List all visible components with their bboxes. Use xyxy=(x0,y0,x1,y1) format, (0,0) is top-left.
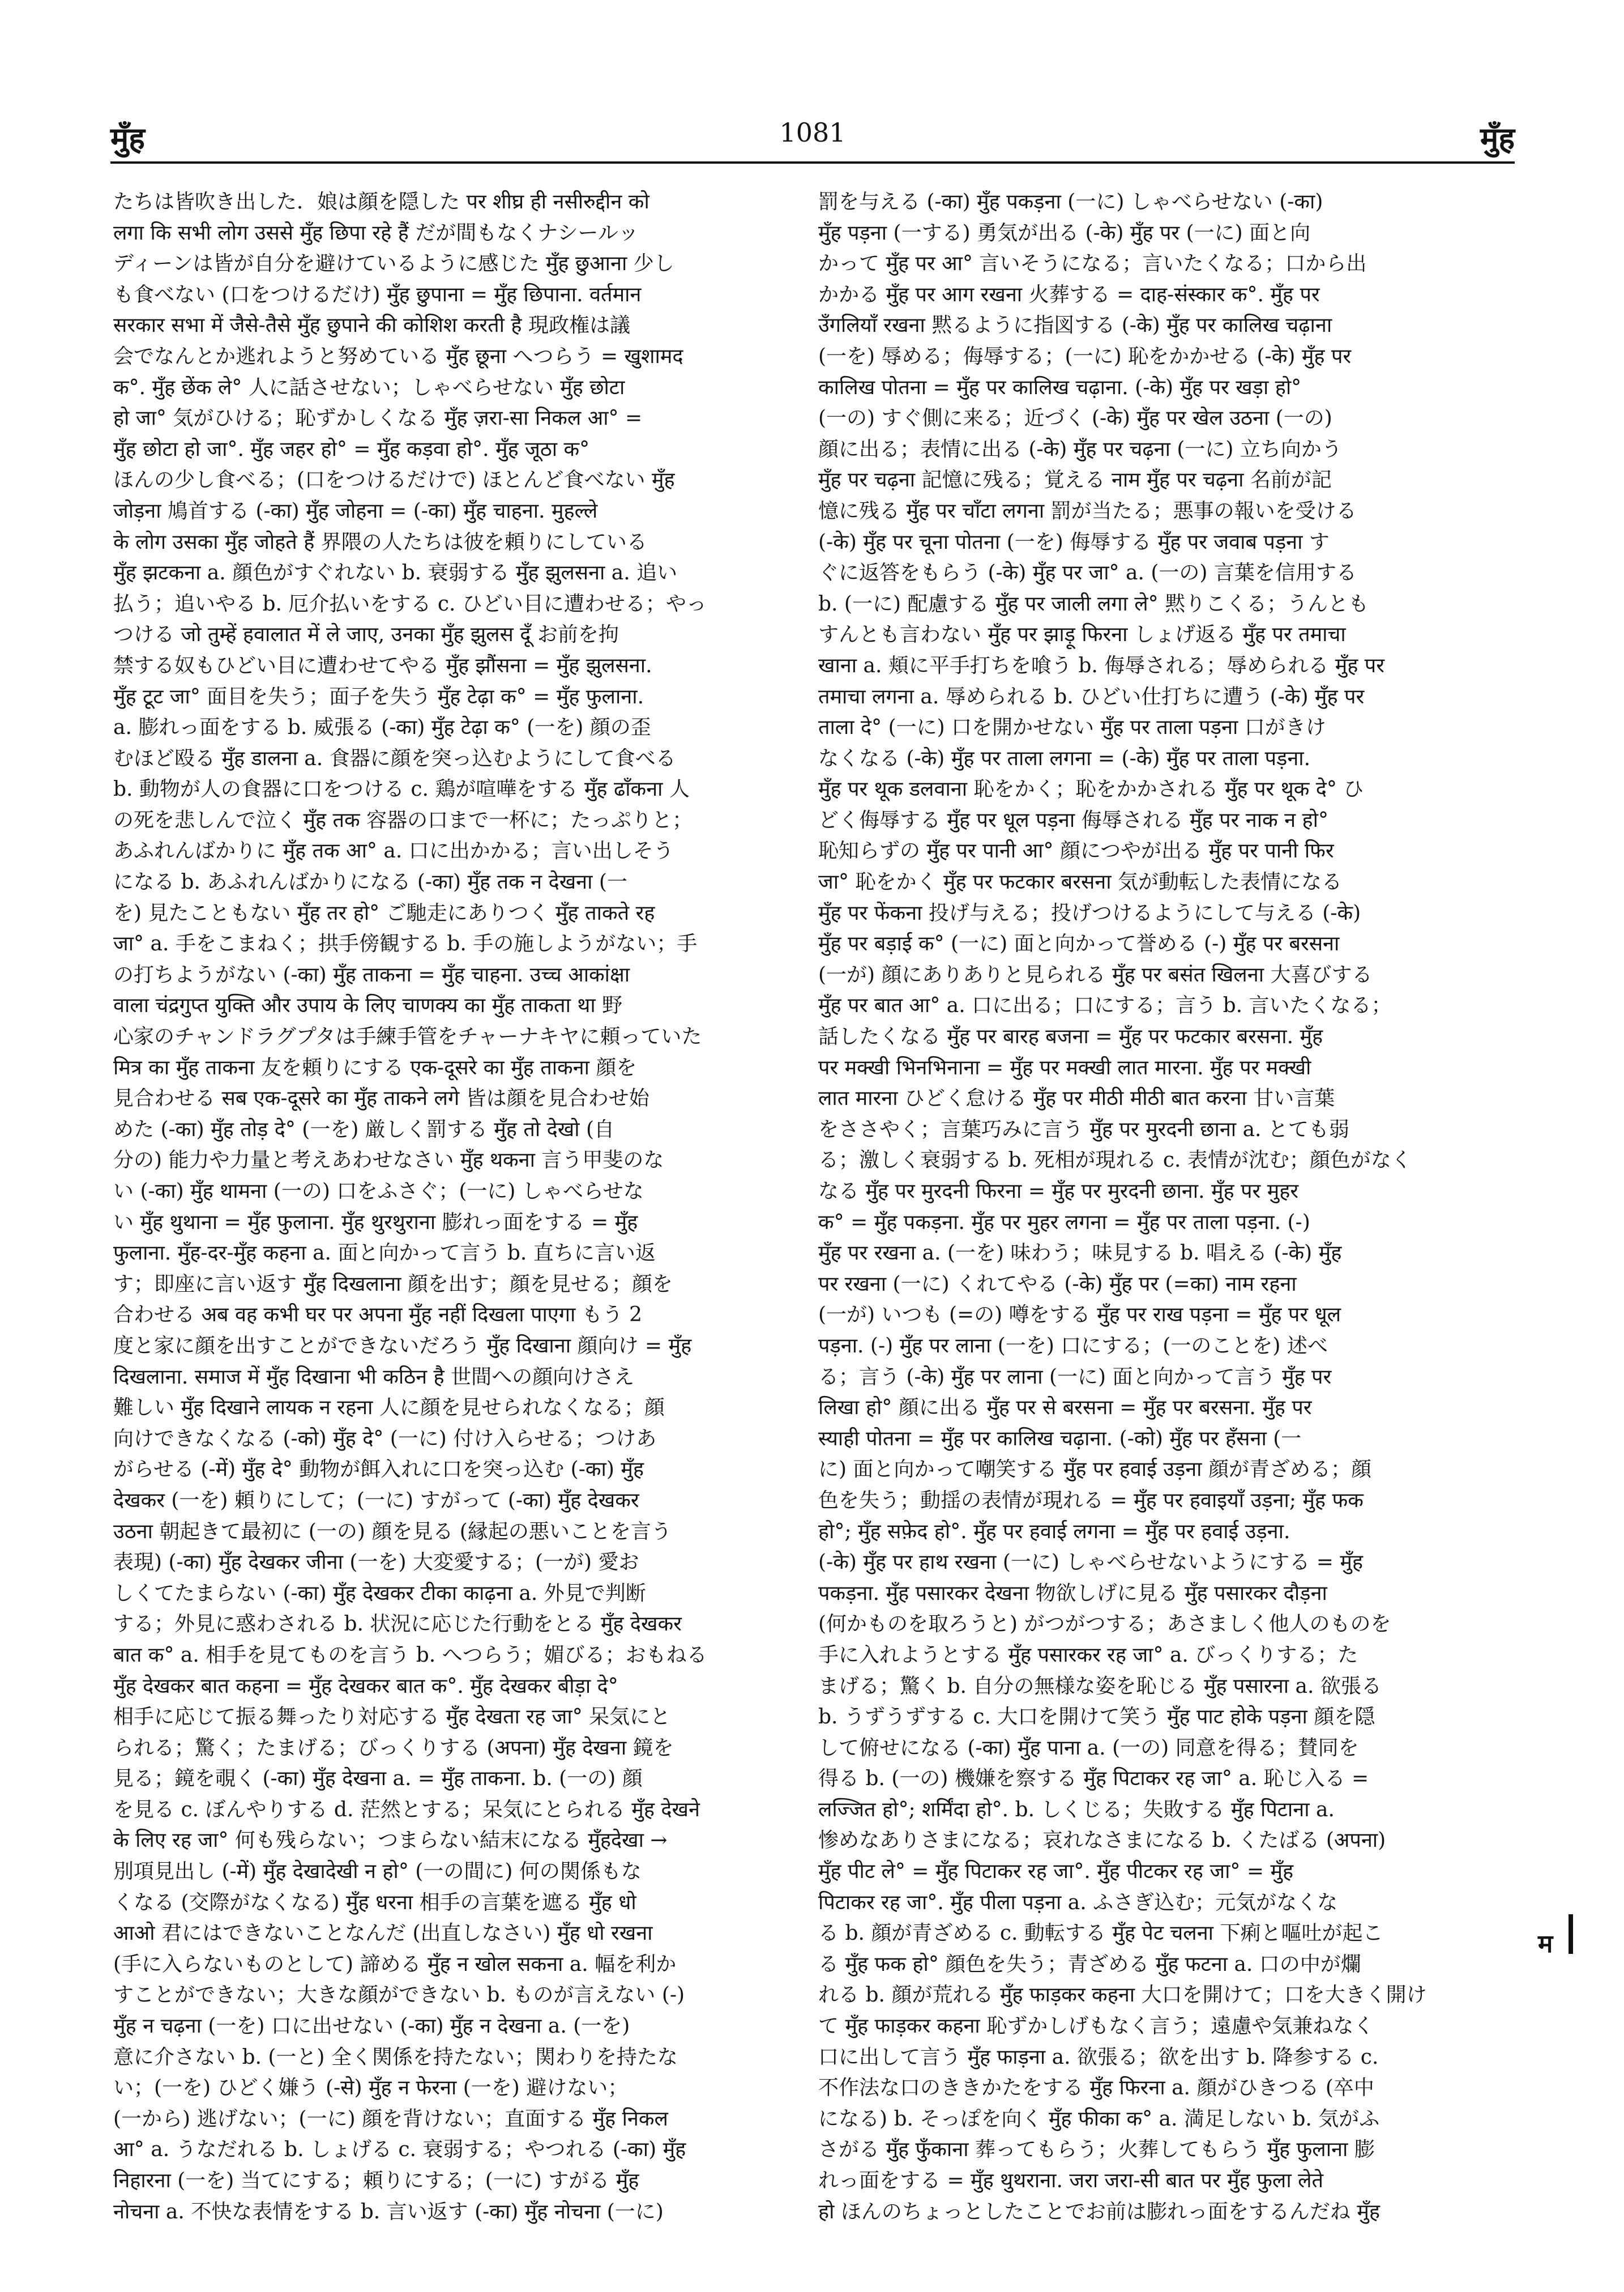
dictionary-line: 払う；追いやる b. 厄介払いをする c. ひどい目に遭わせる；やっ xyxy=(113,592,707,616)
dictionary-line: つける जो तुम्हें हवालात में ले जाए, उनका मुँह झुलस दूँ お前を拘 xyxy=(113,623,619,647)
dictionary-line: हो°; मुँह सफ़ेद हो°. मुँह पर हवाई लगना = मुँह पर हवाई उड़ना. xyxy=(818,1520,1290,1543)
dictionary-line: जोड़ना 鳩首する (-का) मुँह जोहना = (-का) मुँह चाहना. मुहल्ले xyxy=(113,499,598,523)
dictionary-line: उठना 朝起きて最初に (一の) 顔を見る (縁起の悪いことを言う xyxy=(113,1520,672,1543)
dictionary-line: जा° a. 手をこまねく；拱手傍観する b. 手の施しようがない；手 xyxy=(113,932,698,956)
dictionary-line: 不作法な口のききかたをする मुँह फिरना a. 顔がひきつる (卒中 xyxy=(818,2076,1374,2100)
dictionary-line: b. 動物が人の食器に口をつける c. 鶏が喧嘩をする मुँह ढाँकना 人 xyxy=(113,778,690,801)
dictionary-line: वाला चंद्रगुप्त युक्ति और उपाय के लिए चाणक्य का मुँह ताकता था 野 xyxy=(113,994,623,1018)
dictionary-line: す；即座に言い返す मुँह दिखलाना 顔を出す；顔を見せる；顔を xyxy=(113,1272,673,1296)
dictionary-line: ぐに返答をもらう (-के) मुँह पर जा° a. (一の) 言葉を信用する xyxy=(818,561,1357,585)
dictionary-line: 別項見出し (-में) मुँह देखादेखी न हो° (一の間に) 何の関係もな xyxy=(113,1860,642,1884)
dictionary-line: मुँह पीट ले° = मुँह पिटाकर रह जा°. मुँह पीटकर रह जा° = मुँह xyxy=(818,1860,1294,1884)
dictionary-line: になる) b. そっぽを向く मुँह फीका क° a. 満足しない b. 気がふ xyxy=(818,2107,1380,2131)
dictionary-line: दिखलाना. समाज में मुँह दिखाना भी कठिन है 世間への顔向けさえ xyxy=(113,1365,635,1389)
dictionary-line: b. うずうずする c. 大口を開けて笑う मुँह पाट होके पड़ना 顔を隠 xyxy=(818,1705,1375,1729)
dictionary-line: る मुँह फक हो° 顔色を失う；青ざめる मुँह फटना a. 口の中が爛 xyxy=(818,1952,1361,1976)
dictionary-line: (一の) すぐ側に来る；近づく (-के) मुँह पर खेल उठना (一の) xyxy=(818,407,1332,430)
dictionary-line: पड़ना. (-) मुँह पर लाना (一を) 口にする；(一のことを) 述べ xyxy=(818,1334,1328,1358)
dictionary-line: पिटाकर रह जा°. मुँह पीला पड़ना a. ふさぎ込む；元気がなくな xyxy=(818,1890,1338,1914)
dictionary-line: देखकर (一を) 頼りにして；(一に) すがって (-का) मुँह देखकर xyxy=(113,1488,639,1512)
dictionary-line: する；外見に惑わされる b. 状況に応じた行動をとる मुँह देखकर xyxy=(113,1612,682,1636)
dictionary-line: मुँह न चढ़ना (一を) 口に出せない (-का) मुँह न देखना a. (一を) xyxy=(113,2014,630,2038)
dictionary-line: むほど殴る मुँह डालना a. 食器に顔を突っ込むようにして食べる xyxy=(113,746,676,770)
dictionary-line: मुँह पर रखना a. (一を) 味わう；味見する b. 唱える (-के) मुँह xyxy=(818,1241,1342,1265)
dictionary-line: निहारना (一を) 当てにする；頼りにする；(一に) すがる मुँह xyxy=(113,2169,639,2192)
dictionary-line: になる b. あふれんばかりになる (-का) मुँह तक न देखना (一 xyxy=(113,870,627,894)
dictionary-line: हो ほんのちょっとしたことでお前は膨れっ面をするんだね मुँह xyxy=(818,2200,1380,2223)
dictionary-line: 心家のチャンドラグプタは手練手管をチャーナキヤに頼っていた xyxy=(113,1025,702,1049)
dictionary-line: नोचना a. 不快な表情をする b. 言い返す (-का) मुँह नोचना (一に) xyxy=(113,2200,664,2223)
dictionary-line: 罰を与える (-का) मुँह पकड़ना (一に) しゃべらせない (-का) xyxy=(818,190,1323,214)
dictionary-line: めた (-का) मुँह तोड़ दे° (一を) 厳しく罰する मुँह तो देखो (自 xyxy=(113,1117,615,1141)
dictionary-line: आओ 君にはできないことなんだ (出直しなさい) मुँह धो रखना xyxy=(113,1922,653,1945)
dictionary-line: तमाचा लगना a. 辱められる b. ひどい仕打ちに遭う (-के) मुँह पर xyxy=(818,685,1365,708)
margin-bar xyxy=(1569,1914,1573,1954)
dictionary-line: मुँह पर बात आ° a. 口に出る；口にする；言う b. 言いたくなる； xyxy=(818,994,1392,1018)
dictionary-line: に) 面と向かって嘲笑する मुँह पर हवाई उड़ना 顔が青ざめる；顔 xyxy=(818,1458,1371,1482)
dictionary-line: हो जा° 気がひける；恥ずかしくなる मुँह ज़रा-सा निकल आ° = xyxy=(113,407,643,430)
dictionary-line: मुँह पर चढ़ना 記憶に残る；覚える नाम मुँह पर चढ़ना 名前が記 xyxy=(818,468,1332,492)
dictionary-line: て मुँह फाड़कर कहना 恥ずかしげもなく言う；遠慮や気兼ねなく xyxy=(818,2014,1374,2038)
dictionary-line: 惨めなありさまになる；哀れなさまになる b. くたばる (अपना) xyxy=(818,1829,1386,1853)
dictionary-line: मुँह छोटा हो जा°. मुँह जहर हो° = मुँह कड़वा हो°. मुँह जूठा क° xyxy=(113,437,590,461)
running-headword-right: मुँह xyxy=(1480,120,1515,156)
dictionary-line: लात मारना ひどく怠ける मुँह पर मीठी मीठी बात करना 甘い言葉 xyxy=(818,1087,1335,1111)
dictionary-line: して俯せになる (-का) मुँह पाना a. (一の) 同意を得る；賛同を xyxy=(818,1736,1359,1760)
dictionary-line: मुँह देखकर बात कहना = मुँह देखकर बात क°. मुँह देखकर बीड़ा दे° xyxy=(113,1674,618,1698)
dictionary-line: (一を) 辱める；侮辱する；(一に) 恥をかかせる (-के) मुँह पर xyxy=(818,344,1352,368)
dictionary-line: 度と家に顔を出すことができないだろう मुँह दिखाना 顔向け = मुँह xyxy=(113,1334,692,1358)
dictionary-line: क° = मुँह पकड़ना. मुँह पर मुहर लगना = मुँह पर ताला पड़ना. (-) xyxy=(818,1210,1310,1234)
dictionary-line: 難しい मुँह दिखाने लायक न रहना 人に顔を見せられなくなる；顔 xyxy=(113,1396,665,1420)
dictionary-line: 話したくなる मुँह पर बारह बजना = मुँह पर फटकार बरसना. मुँह xyxy=(818,1025,1323,1049)
dictionary-line: なくなる (-के) मुँह पर ताला लगना = (-के) मुँह पर ताला पड़ना. xyxy=(818,746,1311,770)
dictionary-line: 口に出して言う मुँह फाड़ना a. 欲張る；欲を出す b. 降参する c. xyxy=(818,2045,1379,2069)
dictionary-line: れる b. 顔が荒れる मुँह फाड़कर कहना 大口を開けて；口を大きく開け xyxy=(818,1983,1427,2007)
dictionary-line: の死を悲しんで泣く मुँह तक 容器の口まで一杯に；たっぷりと； xyxy=(113,808,693,832)
dictionary-line: मुँह पर थूक डलवाना 恥をかく；恥をかかされる मुँह पर थूक दे° ひ xyxy=(818,778,1364,801)
dictionary-line: (一が) 顔にありありと見られる मुँह पर बसंत खिलना 大喜びする xyxy=(818,963,1373,987)
dictionary-line: 相手に応じて振る舞ったり対応する मुँह देखता रह जा° 呆気にと xyxy=(113,1705,671,1729)
dictionary-line: の打ちようがない (-का) मुँह ताकना = मुँह चाहना. उच्च आकांक्षा xyxy=(113,963,630,987)
dictionary-line: 憶に残る मुँह पर चाँटा लगना 罰が当たる；悪事の報いを受ける xyxy=(818,499,1357,523)
dictionary-line: しくてたまらない (-का) मुँह देखकर टीका काढ़ना a. 外見で判断 xyxy=(113,1581,646,1605)
dictionary-line: ताला दे° (一に) 口を開かせない मुँह पर ताला पड़ना 口がきけ xyxy=(818,716,1326,740)
dictionary-line: られる；驚く；たまげる；びっくりする (अपना) मुँह देखना 鏡を xyxy=(113,1736,674,1760)
dictionary-line: पर मक्खी भिनभिनाना = मुँह पर मक्खी लात मारना. मुँह पर मक्खी xyxy=(818,1056,1311,1079)
dictionary-line: たちは皆吹き出した．娘は顔を隠した पर शीघ्र ही नसीरुद्दीन को xyxy=(113,190,649,214)
dictionary-line: लगा कि सभी लोग उससे मुँह छिपा रहे हैं だが間もなくナシールッ xyxy=(113,221,639,245)
dictionary-line: (一が) いつも (=の) 噂をする मुँह पर राख पड़ना = मुँह पर धूल xyxy=(818,1303,1341,1327)
dictionary-line: जा° 恥をかく मुँह पर फटकार बरसना 気が動転した表情になる xyxy=(818,870,1343,894)
dictionary-line: a. 膨れっ面をする b. 威張る (-का) मुँह टेढ़ा क° (一を) 顔の歪 xyxy=(113,716,651,740)
dictionary-line: あふれんばかりに मुँह तक आ° a. 口に出かかる；言い出しそう xyxy=(113,839,674,863)
dictionary-line: स्याही पोतना = मुँह पर कालिख चढ़ाना. (-को) मुँह पर हँसना (一 xyxy=(818,1427,1302,1450)
dictionary-line: आ° a. うなだれる b. しょげる c. 衰弱する；やつれる (-का) मुँह xyxy=(113,2138,686,2162)
dictionary-line: 表現) (-का) मुँह देखकर जीना (一を) 大変愛する；(一が) 愛お xyxy=(113,1551,639,1574)
dictionary-line: के लोग उसका मुँह जोहते हैं 界隈の人たちは彼を頼りにしている xyxy=(113,530,647,554)
right-column xyxy=(818,187,1467,2223)
dictionary-line: (-के) मुँह पर हाथ रखना (一に) しゃべらせないようにする = मुँह xyxy=(818,1551,1364,1574)
dictionary-line: かかる मुँह पर आग रखना 火葬する = दाह-संस्कार क°. मुँह पर xyxy=(818,283,1320,306)
dictionary-line: कालिख पोतना = मुँह पर कालिख चढ़ाना. (-के) मुँह पर खड़ा हो° xyxy=(818,375,1302,399)
dictionary-line: फुलाना. मुँह-दर-मुँह कहना a. 面と向かって言う b. 直ちに言い返 xyxy=(113,1241,656,1265)
dictionary-line: い (-का) मुँह थामना (一の) 口をふさぐ；(一に) しゃべらせな xyxy=(113,1180,644,1203)
dictionary-line: る；言う (-के) मुँह पर लाना (一に) 面と向かって言う मुँह पर xyxy=(818,1365,1332,1389)
dictionary-line: मुँह झटकना a. 顔色がすぐれない b. 衰弱する मुँह झुलसना a. 追い xyxy=(113,561,678,585)
dictionary-line: 向けできなくなる (-को) मुँह दे° (一に) 付け入らせる；つけあ xyxy=(113,1427,657,1450)
dictionary-line: 手に入れようとする मुँह पसारकर रह जा° a. びっくりする；た xyxy=(818,1643,1358,1667)
dictionary-line: ほんの少し食べる；(口をつけるだけで) ほとんど食べない मुँह xyxy=(113,468,675,492)
dictionary-line: लिखा हो° 顔に出る मुँह पर से बरसना = मुँह पर बरसना. मुँह पर xyxy=(818,1396,1312,1420)
dictionary-line: がらせる (-में) मुँह दे° 動物が餌入れに口を突っ込む (-का) मुँह xyxy=(113,1458,644,1482)
dictionary-line: まげる；驚く b. 自分の無様な姿を恥じる मुँह पसारना a. 欲張る xyxy=(818,1674,1382,1698)
header-rule xyxy=(110,161,1515,164)
dictionary-line: れっ面をする = मुँह थुथराना. जरा जरा-सी बात पर मुँह फुला लेते xyxy=(818,2169,1324,2192)
running-headword-left: मुँह xyxy=(110,120,145,156)
dictionary-line: 見る；鏡を覗く (-का) मुँह देखना a. = मुँह ताकना. b. (一の) 顔 xyxy=(113,1767,643,1791)
dictionary-line: सरकार सभा में जैसे-तैसे मुँह छुपाने की कोशिश करती है 現政権は議 xyxy=(113,314,630,338)
dictionary-line: (何かものを取ろうと) がつがつする；あさましく他人のものを xyxy=(818,1612,1391,1636)
dictionary-line: さがる मुँह फुँकाना 葬ってもらう；火葬してもらう मुँह फुलाना 膨 xyxy=(818,2138,1375,2162)
dictionary-line: ディーンは皆が自分を避けているように感じた मुँह छुआना 少し xyxy=(113,252,674,276)
dictionary-line: मुँह पड़ना (一する) 勇気が出る (-के) मुँह पर (一に) 面と向 xyxy=(818,221,1311,245)
dictionary-line: 会でなんとか逃れようと努めている मुँह छूना へつらう = खुशामद xyxy=(113,344,683,368)
dictionary-line: लज्जित हो°; शर्मिंदा हो°. b. しくじる；失敗する मुँह पिटाना a. xyxy=(818,1798,1335,1821)
dictionary-line: い मुँह थुथाना = मुँह फुलाना. मुँह थुरथुराना 膨れっ面をする = मुँह xyxy=(113,1210,638,1234)
dictionary-line: 意に介さない b. (一と) 全く関係を持たない；関わりを持たな xyxy=(113,2045,678,2069)
page-header xyxy=(110,116,1515,161)
dictionary-line: をささやく；言葉巧みに言う मुँह पर मुरदनी छाना a. とても弱 xyxy=(818,1117,1349,1141)
dictionary-line: मुँह पर फेंकना 投げ与える；投げつけるようにして与える (-के) xyxy=(818,901,1361,925)
dictionary-line: 禁する奴もひどい目に遭わせてやる मुँह झौंसना = मुँह झुलसना. xyxy=(113,654,652,677)
dictionary-line: क°. मुँह छेंक ले° 人に話させない；しゃべらせない मुँह छोटा xyxy=(113,375,625,399)
dictionary-line: (-के) मुँह पर चूना पोतना (一を) 侮辱する मुँह पर जवाब पड़ना す xyxy=(818,530,1330,554)
dictionary-line: मित्र का मुँह ताकना 友を頼りにする एक-दूसरे का मुँह ताकना 顔を xyxy=(113,1056,637,1079)
dictionary-line: खाना a. 頬に平手打ちを喰う b. 侮辱される；辱められる मुँह पर xyxy=(818,654,1384,677)
dictionary-line: 合わせる अब वह कभी घर पर अपना मुँह नहीं दिखला पाएगा もう 2 xyxy=(113,1303,643,1327)
dictionary-line: かって मुँह पर आ° 言いそうになる；言いたくなる；口から出 xyxy=(818,252,1367,276)
dictionary-line: 分の) 能力や力量と考えあわせなさい मुँह थकना 言う甲斐のな xyxy=(113,1149,664,1172)
dictionary-line: なる मुँह पर मुरदनी फिरना = मुँह पर मुरदनी छाना. मुँह पर मुहर xyxy=(818,1180,1299,1203)
dictionary-line: くなる (交際がなくなる) मुँह धरना 相手の言葉を遮る मुँह धो xyxy=(113,1890,636,1914)
dictionary-line: पकड़ना. मुँह पसारकर देखना 物欲しげに見る मुँह पसारकर दौड़ना xyxy=(818,1581,1327,1605)
dictionary-line: पर रखना (一に) くれてやる (-के) मुँह पर (=का) नाम रहना xyxy=(818,1272,1297,1296)
dictionary-line: बात क° a. 相手を見てものを言う b. へつらう；媚びる；おもねる xyxy=(113,1643,707,1667)
dictionary-line: (一から) 逃げない；(一に) 顔を背けない；直面する मुँह निकल xyxy=(113,2107,668,2131)
dictionary-line: 顔に出る；表情に出る (-के) मुँह पर चढ़ना (一に) 立ち向かう xyxy=(818,437,1342,461)
dictionary-line: 恥知らずの मुँह पर पानी आ° 顔につやが出る मुँह पर पानी फिर xyxy=(818,839,1334,863)
dictionary-line: を見る c. ぼんやりする d. 茫然とする；呆気にとられる मुँह देखने xyxy=(113,1798,700,1821)
dictionary-line: (手に入らないものとして) 諦める मुँह न खोल सकना a. 幅を利か xyxy=(113,1952,677,1976)
dictionary-line: 色を失う；動揺の表情が現れる = मुँह पर हवाइयाँ उड़ना; मुँह फक xyxy=(818,1488,1364,1512)
dictionary-line: を) 見たこともない मुँह तर हो° ご馳走にありつく मुँह ताकते रह xyxy=(113,901,655,925)
dictionary-line: मुँह पर बड़ाई क° (一に) 面と向かって誉める (-) मुँह पर बरसना xyxy=(818,932,1340,956)
dictionary-line: के लिए रह जा° 何も残らない；つまらない結末になる मुँहदेखा → xyxy=(113,1829,668,1853)
page-number: 1081 xyxy=(779,117,846,148)
dictionary-line: 得る b. (一の) 機嫌を察する मुँह पिटाकर रह जा° a. 恥じ入る = xyxy=(818,1767,1369,1791)
dictionary-line: मुँह टूट जा° 面目を失う；面子を失う मुँह टेढ़ा क° = मुँह फुलाना. xyxy=(113,685,644,708)
dictionary-line: すことができない；大きな顔ができない b. ものが言えない (-) xyxy=(113,1983,685,2007)
dictionary-line: उँगलियाँ रखना 黙るように指図する (-के) मुँह पर कालिख चढ़ाना xyxy=(818,314,1332,338)
left-column xyxy=(113,187,762,2223)
dictionary-line: どく侮辱する मुँह पर धूल पड़ना 侮辱される मुँह पर नाक न हो° xyxy=(818,808,1328,832)
margin-mark: म xyxy=(1538,1930,1553,1958)
dictionary-line: すんとも言わない मुँह पर झाड़ू फिरना しょげ返る मुँह पर तमाचा xyxy=(818,623,1346,647)
dictionary-line: る b. 顔が青ざめる c. 動転する मुँह पेट चलना 下痢と嘔吐が起こ xyxy=(818,1922,1383,1945)
dictionary-line: る；激しく衰弱する b. 死相が現れる c. 表情が沈む；顔色がなく xyxy=(818,1149,1412,1172)
dictionary-line: い；(一を) ひどく嫌う (-से) मुँह न फेरना (一を) 避けない； xyxy=(113,2076,629,2100)
dictionary-line: 見合わせる सब एक-दूसरे का मुँह ताकने लगे 皆は顔を見合わせ始 xyxy=(113,1087,649,1111)
dictionary-line: も食べない (口をつけるだけ) मुँह छुपाना = मुँह छिपाना. वर्तमान xyxy=(113,283,642,306)
dictionary-line: b. (一に) 配慮する मुँह पर जाली लगा ले° 黙りこくる；うんとも xyxy=(818,592,1369,616)
